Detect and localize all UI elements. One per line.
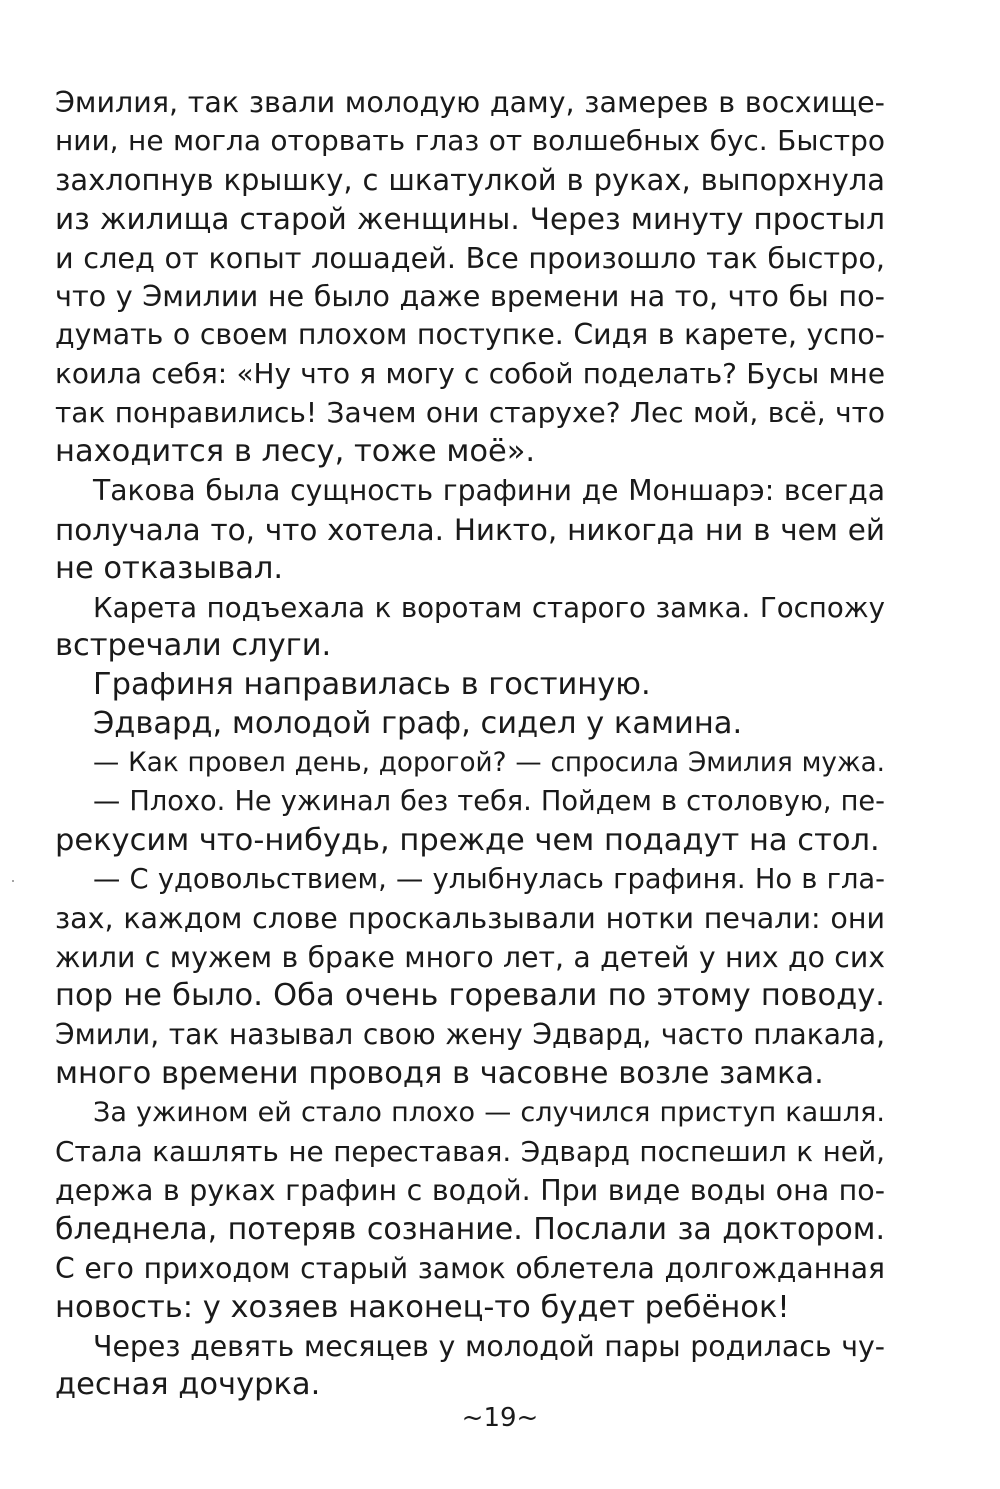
text-line: С его приходом старый замок облетела долгожданная [55, 1251, 885, 1285]
text-line: нии, не могла оторвать глаз от волшебных бус. Быстро [55, 123, 885, 157]
text-line: коила себя: «Ну что я могу с собой поделать? Бусы мне [55, 357, 885, 391]
body-text [55, 83, 885, 1405]
text-line: что у Эмилии не было даже времени на то, что бы по- [55, 279, 885, 314]
text-line: захлопнув крышку, с шкатулкой в руках, выпорхнула [55, 162, 885, 197]
text-line: Карета подъехала к воротам старого замка. Госпожу [93, 590, 885, 624]
text-line: так понравились! Зачем они старухе? Лес мой, всё, что [55, 396, 885, 430]
text-line: Эмили, так называл свою жену Эдвард, часто плакала, [55, 1018, 885, 1052]
text-line: встречали слуги. [55, 628, 332, 664]
text-line: находится в лесу, тоже моё». [55, 434, 536, 470]
text-line: — Плохо. Не ужинал без тебя. Пойдем в столовую, пе- [93, 786, 885, 818]
text-line: Эмилия, так звали молодую даму, замерев в восхище- [55, 85, 885, 119]
text-line: Такова была сущность графини де Моншарэ: всегда [93, 473, 885, 507]
text-line: пор не было. Оба очень горевали по этому поводу. [55, 978, 885, 1014]
text-line: — Как провел день, дорогой? — спросила Эмилия мужа. [93, 748, 885, 779]
text-line: получала то, что хотела. Никто, никогда ни в чем ей [55, 512, 885, 547]
text-line: зах, каждом слове проскальзывали нотки печали: они [55, 901, 885, 935]
text-line: За ужином ей стало плохо — случился приступ кашля. [93, 1097, 885, 1129]
text-line: Эдвард, молодой граф, сидел у камина. [93, 706, 743, 742]
text-line: думать о своем плохом поступке. Сидя в карете, успо- [55, 318, 885, 352]
text-line: Графиня направилась в гостиную. [93, 667, 651, 703]
margin-speck [12, 880, 14, 882]
text-line: новость: у хозяев наконец-то будет ребёнок! [55, 1289, 790, 1325]
text-line: много времени проводя в часовне возле замка. [55, 1056, 824, 1092]
text-line: Через девять месяцев у молодой пары родилась чу- [93, 1329, 885, 1363]
text-line: бледнела, потеряв сознание. Послали за доктором. [55, 1211, 885, 1247]
text-line: из жилища старой женщины. Через минуту простыл [55, 201, 885, 236]
page-number: ~19~ [461, 1403, 539, 1433]
text-line: жили с мужем в браке много лет, а детей у них до сих [55, 940, 885, 974]
text-line: — С удовольствием, — улыбнулась графиня. Но в гла- [93, 863, 885, 895]
text-line: десная дочурка. [55, 1367, 321, 1403]
text-line: не отказывал. [55, 550, 284, 586]
text-line: рекусим что-нибудь, прежде чем подадут на стол. [55, 822, 880, 858]
text-line: и след от копыт лошадей. Все произошло так быстро, [55, 240, 885, 275]
text-line: держа в руках графин с водой. При виде воды она по- [55, 1173, 885, 1207]
text-line: Стала кашлять не переставая. Эдвард поспешил к ней, [55, 1135, 885, 1169]
